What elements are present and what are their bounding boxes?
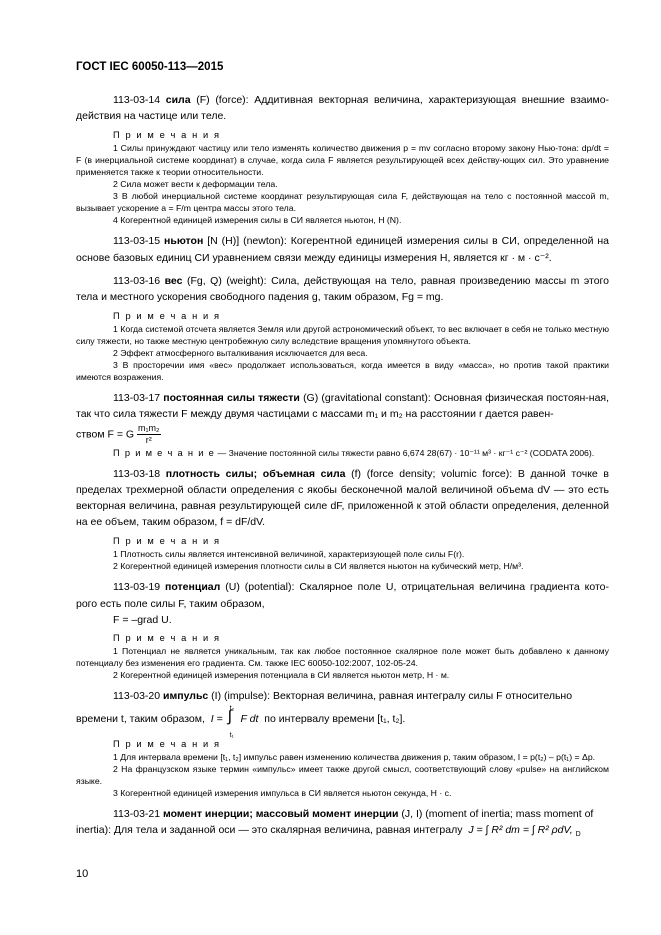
integral-lower-limit: t₁ [229, 732, 234, 740]
entry-definition: Основная физическая постоян-ная, так что сила тяжести F между двумя частицами с массами m₁ и m₂ на расстоянии r дается равен- [76, 392, 610, 421]
entry-113-03-17 [76, 390, 609, 458]
fraction-numerator: m₁m₂ [137, 422, 160, 433]
entry-term: момент инерции; массовый момент инерции [163, 808, 399, 821]
note: 2 Эффект атмосферного выталкивания исключается для веса. [113, 348, 368, 359]
formula-lead: времени t, таким образом, [76, 712, 205, 725]
note: 2 Когерентной единицей измерения плотности силы в СИ является ньютон на кубический метр, Н/м³. [113, 561, 524, 572]
formula-tail: по интервалу времени [t₁, t₂]. [264, 712, 406, 725]
notes-heading: П р и м е ч а н и я [113, 632, 221, 643]
notes-heading: П р и м е ч а н и я [113, 130, 221, 141]
entry-text [76, 688, 609, 704]
entry-symbol: (f) (force density; volumic force): [351, 467, 513, 480]
entry-definition: Векторная величина, равная интегралу силы F относительно [273, 689, 573, 702]
entry-number: 113-03-14 [113, 94, 161, 106]
integral-domain: D [575, 831, 581, 839]
impulse-formula [76, 704, 609, 740]
entry-113-03-19 [76, 579, 609, 680]
note: 3 В любой инерциальной системе координат результирующая сила F, действующая на тело с постоянной массой m, вызывает ускорение a = F/m центра массы этого тела. [76, 191, 609, 214]
gravity-formula [76, 423, 609, 446]
note: 1 Плотность силы является интенсивной величиной, характеризующей поле силы F(r). [113, 549, 465, 560]
entry-113-03-21 [76, 806, 609, 844]
entry-113-03-15 [76, 233, 609, 265]
entry-term: потенциал [165, 581, 221, 594]
fraction-denominator: r² [145, 434, 152, 445]
note: 1 Для интервала времени [t₁, t₂] импульс равен изменению количества движения p, таким образом, I = p(t₂) – p(t₁) = Δp. [113, 752, 596, 763]
note: 2 Когерентной единицей измерения потенциала в СИ является ньютон метр, Н · м. [113, 669, 450, 680]
entry-definition: inertia): Для тела и заданной оси — это скалярная величина, равная интегралу [76, 824, 463, 837]
entry-113-03-18 [76, 466, 609, 573]
entry-number: 113-03-20 [113, 689, 161, 702]
entry-113-03-14 [76, 92, 609, 226]
inertia-integral: J = ∫ R² dm = ∫ R² ρdV, [468, 824, 573, 837]
formula-lead: ством F = G [76, 427, 135, 440]
single-note [113, 447, 609, 459]
notes-heading: П р и м е ч а н и я [113, 739, 221, 750]
note: 3 В просторечии имя «вес» продолжает использоваться, когда имеется в виду «масса», но против такой практики имеются возражения. [76, 360, 609, 383]
entry-text [76, 390, 609, 422]
entry-symbol: (F) (force): [196, 94, 249, 106]
note: 1 Потенциал не является уникальным, так как любое постоянное скалярное поле может быть добавлено к данному потенциалу без изменения его градиента. См. также IEC 60050-102:2007, 102-05-24. [76, 645, 609, 668]
page-content [76, 92, 609, 851]
entry-113-03-16 [76, 273, 609, 383]
entry-number: 113-03-17 [113, 392, 161, 405]
page-number: 10 [76, 868, 89, 880]
entry-term: вес [164, 274, 183, 287]
entry-term: ньютон [164, 235, 204, 248]
entry-number: 113-03-15 [113, 235, 161, 248]
entry-symbol: (I) (impulse): [211, 689, 271, 702]
note: 2 На французском языке термин «импульс» имеет также другой смысл, соответствующий слову «pulse» на английском языке. [76, 764, 609, 787]
entry-symbol: (U) (potential): [225, 581, 295, 594]
formula-fraction [137, 423, 161, 446]
entry-number: 113-03-16 [113, 274, 161, 287]
integral-lhs: I = [210, 712, 223, 725]
entry-definition: Скалярное поле U, отрицательная величина градиента кото-рого есть поле силы F, таким образом, [76, 581, 609, 610]
document-header: ГОСТ IEC 60050-113—2015 [76, 61, 224, 73]
note: 3 Когерентной единицей измерения импульса в СИ является ньютон секунда, Н · с. [113, 788, 452, 799]
note: 2 Сила может вести к деформации тела. [113, 179, 278, 190]
entry-text [76, 273, 609, 305]
entry-text [76, 579, 609, 611]
integral-sign: t₂ ∫ t₁ [226, 704, 238, 734]
note-text: — Значение постоянной силы тяжести равно 6,674 28(67) · 10⁻¹¹ м³ · кг⁻¹ с⁻² (CODATA 2006). [217, 447, 595, 458]
entry-113-03-20 [76, 688, 609, 799]
notes-heading: П р и м е ч а н и я [113, 536, 221, 547]
entry-number: 113-03-18 [113, 467, 161, 480]
entry-text [76, 806, 609, 822]
entry-symbol: [N (H)] (newton): [207, 235, 287, 248]
entry-number: 113-03-19 [113, 581, 161, 594]
entry-term: сила [165, 94, 191, 106]
entry-symbol: (J, I) (moment of inertia; mass moment of [401, 808, 594, 821]
note: 1 Когда системой отсчета является Земля или другой астрономический объект, то вес включает в себя не только местную силу тяжести, но также местную центробежную силу вследствие вращения упомянутого объекта. [76, 324, 609, 347]
potential-equation: F = –grad U. [113, 613, 172, 626]
entry-number: 113-03-21 [113, 808, 161, 821]
entry-definition: Сила, действующая на тело, равная произведению массы m этого тела и местного ускорения свободного падения g, таким образом, Fg = mg. [76, 274, 609, 304]
entry-term: плотность силы; объемная сила [165, 467, 346, 480]
entry-text [76, 233, 609, 265]
note: 1 Силы принуждают частицу или тело изменять количество движения p = mv согласно второму закону Нью-тона: dp/dt = F (в инерциальной системе координат) в случае, когда сила F является результирующей всех действу-ющих сил. Это уравнение применяется также к теории относительности. [76, 143, 609, 178]
entry-definition-line [76, 822, 609, 843]
entry-symbol: (G) (gravitational constant): [303, 392, 431, 405]
integral-upper-limit: t₂ [229, 705, 235, 713]
note: 4 Когерентной единицей измерения силы в СИ является ньютон, Н (N). [113, 215, 402, 226]
notes-heading: П р и м е ч а н и я [113, 311, 221, 322]
note-label: П р и м е ч а н и е [113, 447, 216, 458]
entry-text [76, 92, 609, 124]
entry-definition: Когерентной единицей измерения силы в СИ, определенной на основе базовых единиц СИ уравнением связи между единицы измерения Н, является кг · м · с⁻². [76, 235, 610, 264]
entry-definition: Аддитивная векторная величина, характеризующая внешние взаимо-действия на частице или теле. [76, 94, 610, 123]
integral-body: F dt [240, 712, 259, 725]
entry-definition: В данной точке в пределах трехмерной области определения с якобы бесконечной малой величиной объема dV — это есть векторная величина, равная результирующей силе dF, приложенной к этой области определения, деленной на ее объем, таким образом, f = dF/dV. [76, 467, 610, 529]
entry-term: импульс [163, 689, 209, 702]
entry-symbol: (Fg, Q) (weight): [186, 274, 267, 287]
entry-text [76, 466, 609, 531]
entry-term: постоянная силы тяжести [163, 392, 300, 405]
